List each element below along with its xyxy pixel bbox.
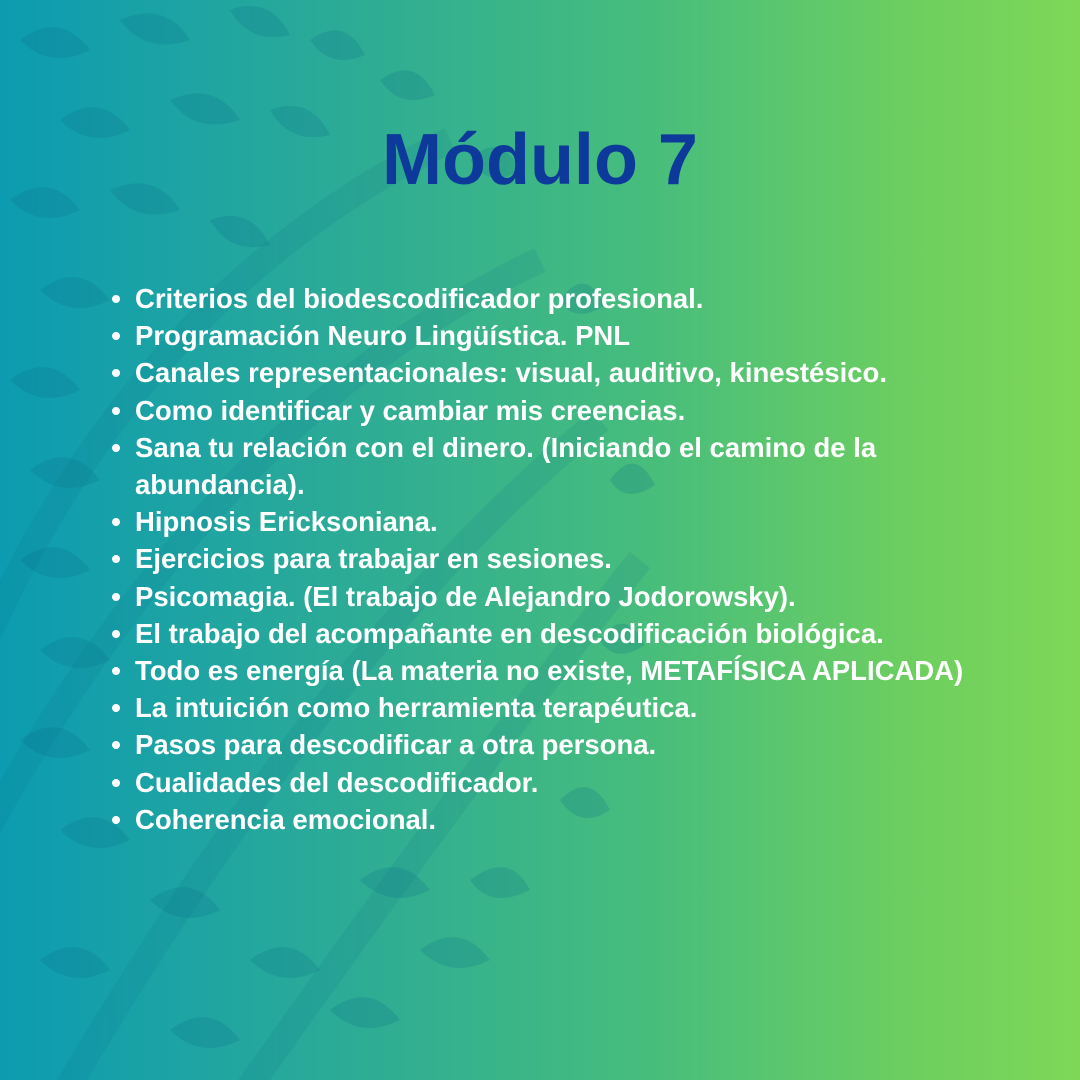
bullet-icon bbox=[112, 816, 120, 824]
list-item bbox=[135, 652, 965, 689]
bullet-icon bbox=[112, 667, 120, 675]
list-item-text: Criterios del biodescodificador profesional. bbox=[135, 283, 704, 314]
bullet-icon bbox=[112, 779, 120, 787]
list-item bbox=[135, 801, 965, 838]
list-item bbox=[135, 689, 965, 726]
list-item bbox=[135, 615, 965, 652]
topic-list bbox=[135, 280, 965, 838]
list-item-text: Ejercicios para trabajar en sesiones. bbox=[135, 543, 612, 575]
bullet-icon bbox=[112, 295, 120, 303]
list-item-text: El trabajo del acompañante en descodificación biológica. bbox=[135, 617, 884, 649]
list-item bbox=[135, 503, 965, 540]
list-item bbox=[135, 578, 965, 615]
page-title: Módulo 7 bbox=[382, 120, 698, 200]
list-item bbox=[135, 764, 965, 801]
list-item-text: Como identificar y cambiar mis creencias. bbox=[135, 394, 686, 426]
list-item-text: Pasos para descodificar a otra persona. bbox=[135, 729, 657, 761]
bullet-icon bbox=[112, 407, 120, 415]
list-item-text: Canales representacionales: visual, auditivo, kinestésico. bbox=[135, 357, 887, 389]
list-item-text: Psicomagia. (El trabajo de Alejandro Jodorowsky). bbox=[135, 580, 796, 612]
bullet-icon bbox=[112, 630, 120, 638]
list-item-text: La intuición como herramienta terapéutica. bbox=[135, 692, 698, 724]
list-item bbox=[135, 726, 965, 763]
list-item bbox=[135, 354, 965, 391]
list-item bbox=[135, 540, 965, 577]
bullet-icon bbox=[112, 593, 120, 601]
list-item bbox=[135, 317, 965, 354]
list-item-text: Hipnosis Ericksoniana. bbox=[135, 506, 438, 538]
list-item-text: Sana tu relación con el dinero. (Iniciando el camino de la abundancia). bbox=[135, 431, 877, 501]
list-item-text: Cualidades del descodificador. bbox=[135, 766, 539, 798]
list-item bbox=[135, 280, 965, 317]
list-item bbox=[135, 429, 965, 503]
list-item bbox=[135, 392, 965, 429]
list-item-text: Programación Neuro Lingüística. PNL bbox=[135, 320, 631, 352]
list-item-text: Todo es energía (La materia no existe, METAFÍSICA APLICADA) bbox=[135, 655, 964, 687]
list-item-text: Coherencia emocional. bbox=[135, 803, 437, 835]
bullet-icon bbox=[112, 444, 120, 452]
